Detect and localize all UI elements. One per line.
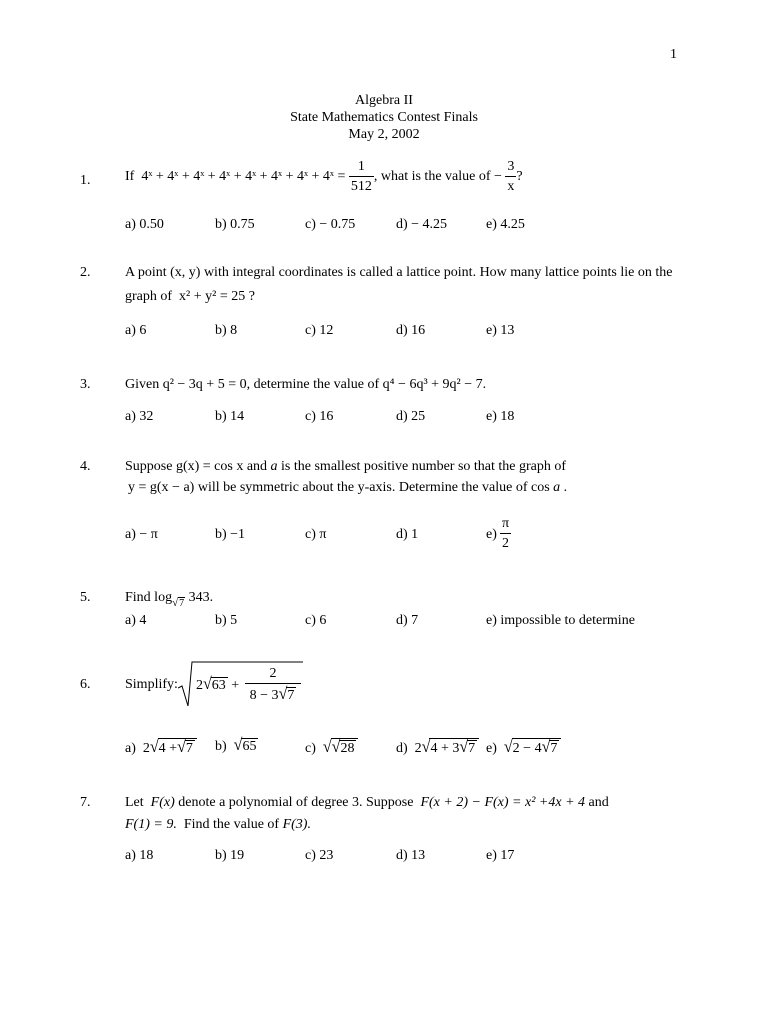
choice-e: e) √2 − 4√7 [486, 738, 561, 757]
course-title: Algebra II [355, 93, 413, 108]
question-text-line1: A point (x, y) with integral coordinates is called a lattice point. How many lattice points lie on the [125, 265, 673, 280]
choice-b: b) 5 [215, 613, 238, 628]
question-number: 5. [80, 590, 91, 605]
log-base: √7 [172, 597, 185, 609]
question-text-line1: Suppose g(x) = cos x and a is the smallest positive number so that the graph of [125, 459, 567, 474]
choice-d: d) 2√4 + 3√7 [396, 738, 479, 757]
question-text: Given q² − 3q + 5 = 0, determine the value of q⁴ − 6q³ + 9q² − 7. [125, 377, 487, 392]
question-number: 1. [80, 173, 91, 188]
choice-b: b) √65 [215, 736, 257, 755]
choice-e-label: e) [486, 527, 497, 542]
fraction-1-512: $\frac{1}{512}$ [350, 159, 372, 194]
choice-b: b) −1 [215, 527, 246, 542]
contest-title: State Mathematics Contest Finals [290, 110, 478, 125]
radical-fraction: $\frac{2}{8 - 3√7}$ [245, 667, 301, 704]
choice-c: c) 12 [305, 323, 334, 338]
choice-b: b) 0.75 [215, 217, 255, 232]
choice-c: c) 6 [305, 613, 327, 628]
choice-d: d) 16 [396, 323, 426, 338]
choice-a: a) 4 [125, 613, 147, 628]
choice-a: a) 6 [125, 323, 147, 338]
contest-date: May 2, 2002 [348, 127, 420, 142]
choice-d: d) − 4.25 [396, 217, 448, 232]
choice-a: a) 18 [125, 848, 154, 863]
question-text-line1: Let F(x) denote a polynomial of degree 3. Suppose F(x + 2) − F(x) = x² +4x + 4 and [125, 795, 609, 810]
page-number: 1 [670, 47, 677, 62]
choice-a: a) 0.50 [125, 217, 164, 232]
choice-b: b) 8 [215, 323, 238, 338]
equation-2: q⁴ − 6q³ + 9q² − 7. [382, 377, 487, 392]
choice-c: c) 23 [305, 848, 334, 863]
question-text-line2: y = g(x − a) will be symmetric about the y-axis. Determine the value of cos a . [128, 480, 568, 495]
question-label: Simplify: [125, 677, 178, 692]
choice-c: c) 16 [305, 409, 334, 424]
choice-a: a) 2√4 +√7 [125, 738, 197, 757]
choice-e-fraction: $\frac{\pi}{2}$ [502, 516, 510, 551]
choice-c: c) π [305, 527, 327, 542]
fraction-3-x: $\frac{3}{x}$ [507, 159, 515, 194]
choice-b: b) 14 [215, 409, 245, 424]
choice-e: e) impossible to determine [486, 613, 635, 628]
question-text: Find $\log_{√7} 343$. [125, 590, 214, 609]
choice-c: c) √√28 [305, 738, 358, 757]
question-number: 7. [80, 795, 91, 810]
choice-e: e) 18 [486, 409, 515, 424]
radical-expression: 2√63 + [196, 675, 240, 694]
question-text-line2: graph of x² + y² = 25 ? [125, 289, 255, 304]
question-number: 3. [80, 377, 91, 392]
choice-d: d) 7 [396, 613, 419, 628]
choice-d: d) 1 [396, 527, 419, 542]
choice-d: d) 13 [396, 848, 426, 863]
equation: x² + y² = 25 ? [179, 289, 255, 304]
choice-c: c) − 0.75 [305, 217, 356, 232]
equation-1: q² − 3q + 5 = 0 [162, 377, 247, 392]
question-number: 2. [80, 265, 91, 280]
question-text-line2: F(1) = 9. Find the value of F(3). [125, 817, 311, 832]
choice-b: b) 19 [215, 848, 245, 863]
choice-d: d) 25 [396, 409, 426, 424]
choice-a: a) 32 [125, 409, 154, 424]
choice-a: a) − π [125, 527, 158, 542]
question-number: 4. [80, 459, 91, 474]
equation-sum: 4ˣ + 4ˣ + 4ˣ + 4ˣ + 4ˣ + 4ˣ + 4ˣ + 4ˣ = [141, 169, 346, 185]
choice-e: e) 13 [486, 323, 515, 338]
choice-e: e) 4.25 [486, 217, 525, 232]
question-number: 6. [80, 677, 91, 692]
choice-e: e) 17 [486, 848, 515, 863]
question-text: If 4ˣ + 4ˣ + 4ˣ + 4ˣ + 4ˣ + 4ˣ + 4ˣ + 4ˣ = $\frac{1}{512}$ , what is the value of − $\frac{3}{x}$ ? [125, 159, 523, 194]
